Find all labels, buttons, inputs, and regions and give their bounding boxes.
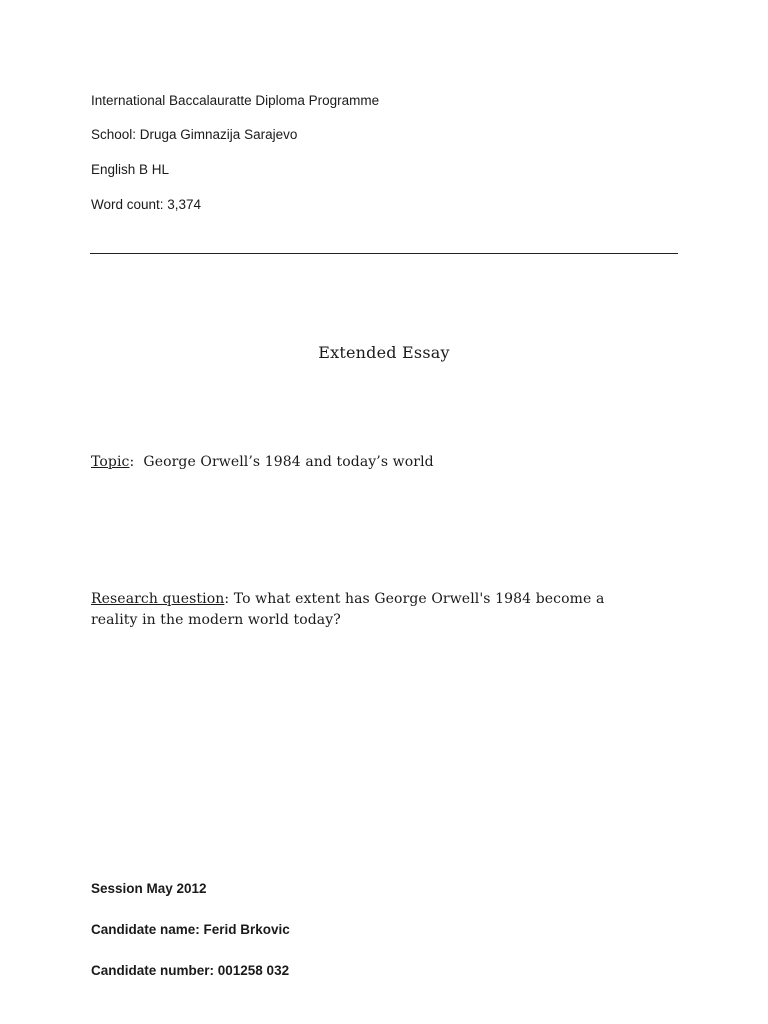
research-question-label: Research question — [91, 591, 225, 607]
research-question-colon: : — [224, 591, 230, 607]
candidate-number-line: Candidate number: 001258 032 — [91, 963, 290, 978]
research-question-text-1: To what extent has George Orwell's 1984 become a — [233, 591, 605, 607]
subject-line: English B HL — [91, 162, 170, 177]
topic-text: George Orwell’s 1984 and today’s world — [143, 454, 434, 470]
candidate-name-line: Candidate name: Ferid Brkovic — [91, 922, 290, 937]
topic-label: Topic — [91, 454, 130, 470]
horizontal-divider — [90, 253, 678, 254]
research-question-line-2: reality in the modern world today? — [91, 612, 341, 628]
document-title: Extended Essay — [318, 343, 450, 362]
word-count-line: Word count: 3,374 — [91, 197, 202, 212]
topic-line — [91, 452, 434, 473]
programme-line: International Baccalauratte Diploma Programme — [91, 93, 380, 108]
school-line: School: Druga Gimnazija Sarajevo — [91, 127, 298, 142]
session-line: Session May 2012 — [91, 881, 207, 896]
research-question-line-1 — [91, 589, 651, 610]
topic-colon: : — [129, 454, 135, 470]
research-question-block — [91, 589, 651, 631]
